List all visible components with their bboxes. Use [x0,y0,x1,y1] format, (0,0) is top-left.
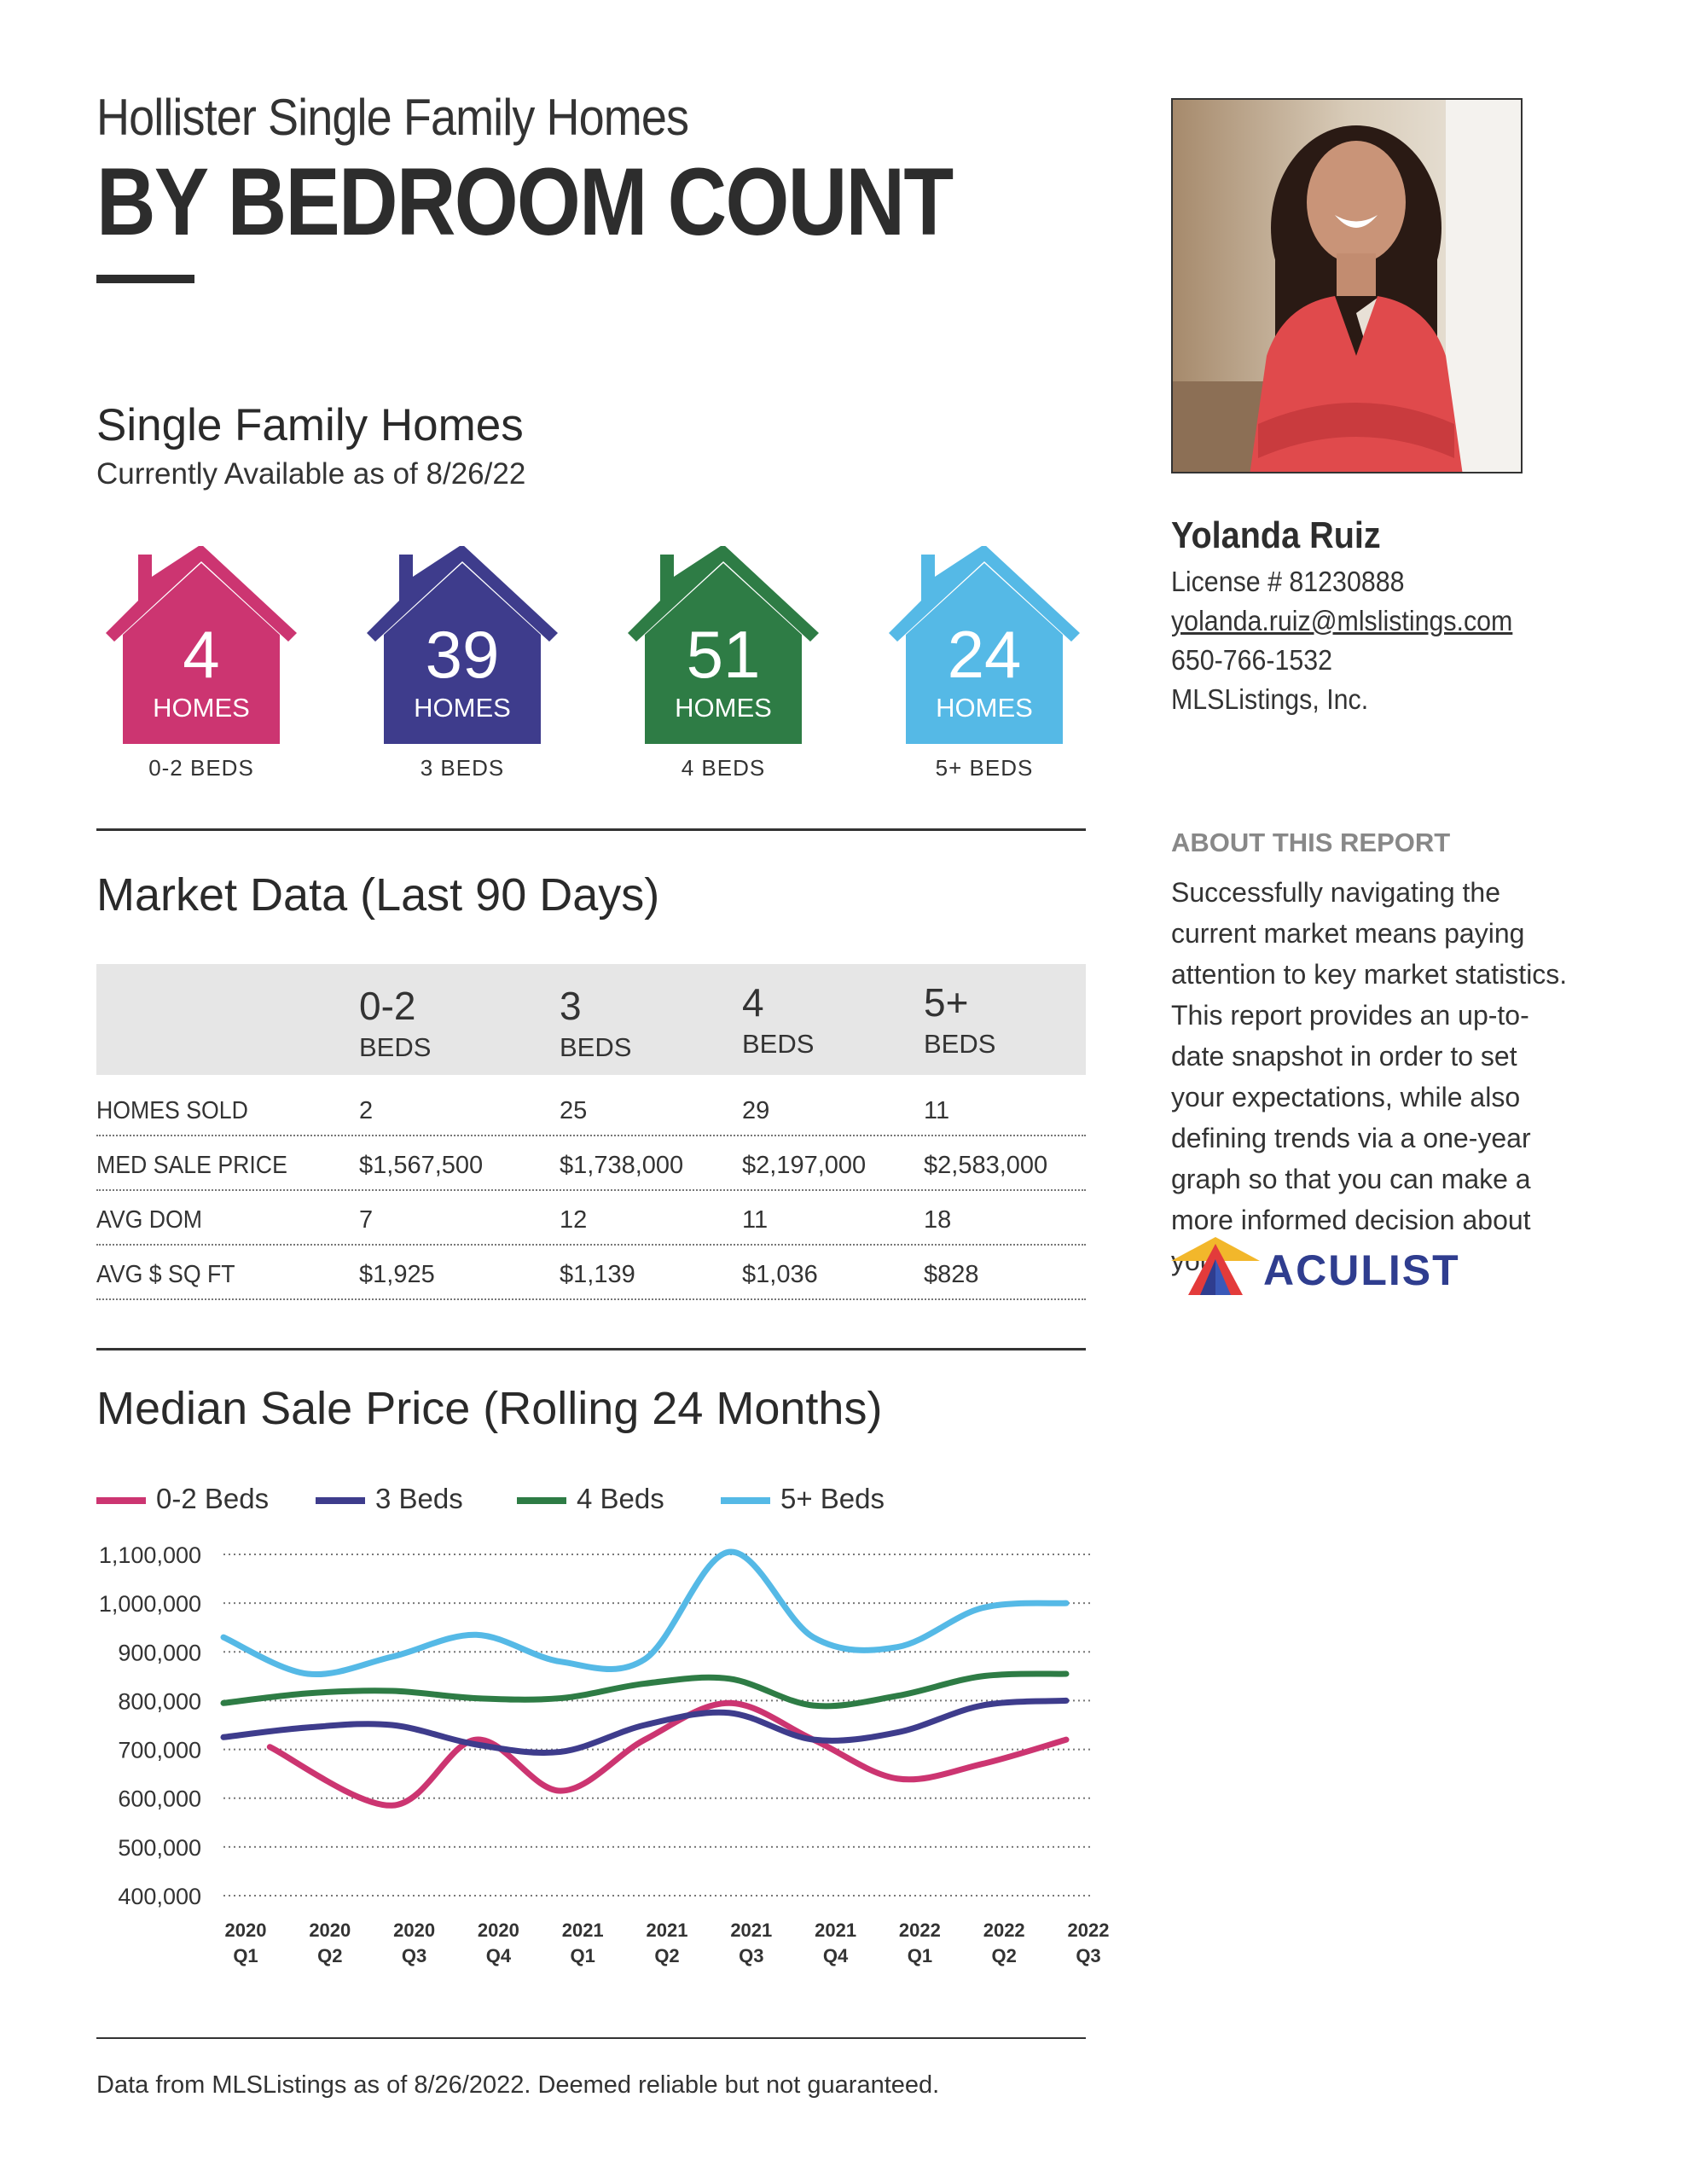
report-subtitle: Hollister Single Family Homes [96,89,689,146]
x-tick-label: 2021 [730,1920,773,1941]
column-header-sub: BEDS [560,1032,632,1062]
agent-name: Yolanda Ruiz [1171,514,1381,556]
legend-swatch [316,1497,365,1504]
house-card-5plus-beds [879,546,1090,793]
agent-email-link[interactable]: yolanda.ruiz@mlslistings.com [1171,605,1513,636]
agent-company: MLSListings, Inc. [1171,683,1369,715]
agent-portrait [1173,100,1523,473]
x-tick-label: Q1 [570,1945,595,1966]
table-cell: $1,567,500 [359,1152,484,1179]
y-tick-label: 800,000 [118,1688,201,1715]
row-label: AVG DOM [96,1206,203,1234]
x-tick-label: 2020 [309,1920,351,1941]
house-card-3-beds [357,546,568,793]
table-cell: $1,738,000 [560,1152,684,1179]
table-cell: 2 [359,1097,374,1124]
house-count: 4 [183,617,220,692]
house-unit: HOMES [675,693,772,723]
row-label: AVG $ SQ FT [96,1261,235,1288]
agent-license: License # 81230888 [1171,566,1405,597]
house-count: 24 [947,617,1022,692]
table-row [96,1082,1086,1136]
row-label: HOMES SOLD [96,1097,248,1124]
aculist-logo-icon [1171,1235,1260,1304]
x-tick-label: 2022 [898,1920,941,1941]
x-tick-label: 2021 [815,1920,857,1941]
table-row [96,1136,1086,1191]
x-tick-label: Q2 [991,1945,1017,1966]
x-tick-label: Q1 [907,1945,933,1966]
section-divider [96,2037,1086,2039]
market-table-header [96,964,1086,1075]
table-cell: $1,925 [359,1261,435,1288]
table-cell: 25 [560,1097,588,1124]
section-divider [96,828,1086,831]
available-subheading: Currently Available as of 8/26/22 [96,457,526,491]
x-tick-label: Q3 [1076,1945,1101,1966]
y-tick-label: 500,000 [118,1834,201,1861]
y-tick-label: 1,100,000 [98,1544,201,1568]
about-text: Successfully navigating the current market means paying attention to key market statistics. This report provides an up-to-date snapshot in order to set your expectations, while also defining trends via a one-year graph so that you can make a more informed decision about [1171,877,1568,1235]
house-beds-label: 0-2 BEDS [148,755,254,781]
table-row [96,1191,1086,1246]
house-count: 39 [425,617,500,692]
column-header-sub: BEDS [924,1029,996,1059]
x-tick-label: Q3 [401,1945,427,1966]
market-heading: Market Data (Last 90 Days) [96,869,660,921]
y-tick-label: 900,000 [118,1640,201,1666]
house-count: 51 [686,617,761,692]
median-price-chart [85,1544,1109,1988]
table-cell: $1,139 [560,1261,635,1288]
table-cell: $828 [924,1261,979,1288]
x-tick-label: 2020 [477,1920,519,1941]
available-heading: Single Family Homes [96,400,524,450]
x-tick-label: Q2 [654,1945,680,1966]
y-tick-label: 600,000 [118,1786,201,1812]
aculist-logo [1171,1235,1460,1304]
chart-title: Median Sale Price (Rolling 24 Months) [96,1383,883,1434]
x-tick-label: Q2 [317,1945,343,1966]
row-label: MED SALE PRICE [96,1152,287,1179]
house-unit: HOMES [153,693,250,723]
x-tick-label: 2022 [983,1920,1025,1941]
x-tick-label: Q4 [822,1945,849,1966]
section-divider [96,1348,1086,1350]
house-beds-label: 4 BEDS [681,755,766,781]
x-tick-label: Q3 [739,1945,764,1966]
y-tick-label: 1,000,000 [98,1591,201,1618]
x-tick-label: 2020 [393,1920,436,1941]
legend-label: 5+ Beds [780,1483,885,1514]
column-header-sub: BEDS [359,1032,432,1062]
y-tick-label: 400,000 [118,1884,201,1909]
agent-photo [1171,98,1523,473]
table-cell: $2,197,000 [742,1152,867,1179]
title-underline [96,275,194,283]
logo-text: ACULIST [1263,1246,1460,1294]
table-cell: 29 [742,1097,770,1124]
column-header-number: 4 [742,980,764,1025]
legend-label: 0-2 Beds [156,1483,270,1514]
legend-label: 4 Beds [577,1483,664,1514]
table-cell: 11 [742,1206,769,1234]
x-tick-label: 2020 [224,1920,267,1941]
table-cell: $2,583,000 [924,1152,1048,1179]
house-card-0-2-beds [96,546,307,793]
agent-phone: 650-766-1532 [1171,644,1333,676]
series-line [223,1700,1066,1752]
x-tick-label: 2022 [1067,1920,1109,1941]
legend-label: 3 Beds [375,1483,463,1514]
legend-swatch [721,1497,770,1504]
column-header-sub: BEDS [742,1029,815,1059]
house-beds-label: 3 BEDS [420,755,505,781]
footer-disclaimer: Data from MLSListings as of 8/26/2022. Deemed reliable but not guaranteed. [96,2071,940,2099]
house-beds-label: 5+ BEDS [935,755,1034,781]
series-line [223,1552,1066,1675]
about-heading: ABOUT THIS REPORT [1171,828,1451,857]
table-cell: 11 [924,1097,950,1124]
x-tick-label: 2021 [561,1920,604,1941]
x-tick-label: Q1 [233,1945,258,1966]
column-header-number: 0-2 [359,984,416,1028]
table-cell: 7 [359,1206,374,1234]
legend-swatch [96,1497,146,1504]
house-card-4-beds [618,546,829,793]
x-tick-label: Q4 [485,1945,512,1966]
table-cell: 12 [560,1206,588,1234]
column-header-number: 3 [560,984,582,1028]
table-row [96,1246,1086,1300]
house-unit: HOMES [414,693,511,723]
report-title: BY BEDROOM COUNT [96,148,953,255]
table-cell: $1,036 [742,1261,818,1288]
legend-swatch [517,1497,566,1504]
y-tick-label: 700,000 [118,1737,201,1763]
table-cell: 18 [924,1206,952,1234]
column-header-number: 5+ [924,980,969,1025]
x-tick-label: 2021 [646,1920,688,1941]
house-unit: HOMES [936,693,1033,723]
